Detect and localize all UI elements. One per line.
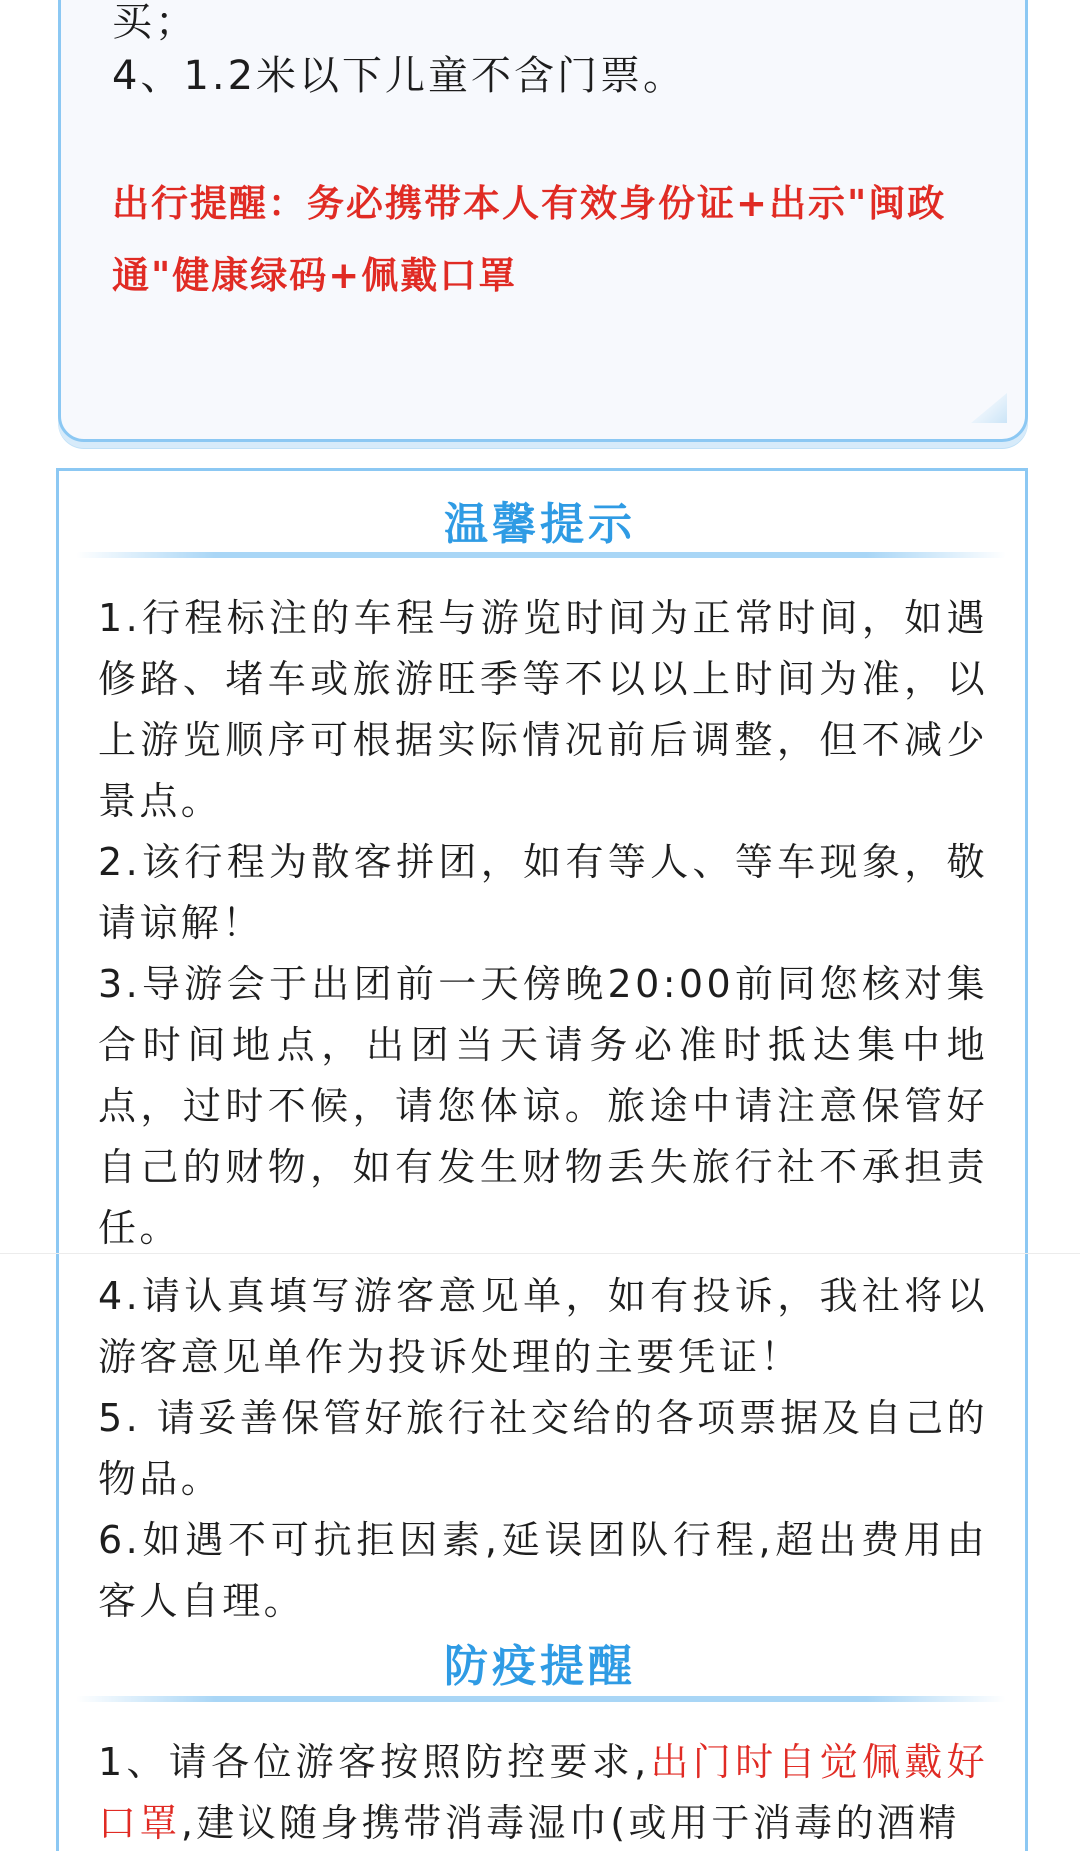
tip-item: 6.如遇不可抗拒因素,延误团队行程,超出费用由客人自理。 [98, 1518, 988, 1623]
page-curl-decoration [971, 393, 1007, 423]
tip-item: 1.行程标注的车程与游览时间为正常时间，如遇修路、堵车或旅游旺季等不以以上时间为准，以上游览顺序可根据实际情况前后调整，但不减少景点。 [98, 596, 988, 823]
divider [0, 1253, 1080, 1254]
travel-alert: 出行提醒：务必携带本人有效身份证+出示"闽政通"健康绿码+佩戴口罩 [112, 182, 947, 297]
epidemic-item-highlight: 出门时自觉佩戴好口罩 [98, 1740, 989, 1845]
notice-line-1: 买； [112, 0, 198, 45]
epidemic-item [98, 1732, 988, 1854]
epidemic-title: 防疫提醒 [444, 1641, 636, 1692]
tip-item: 5. 请妥善保管好旅行社交给的各项票据及自己的物品。 [98, 1396, 988, 1501]
tips-title-underline [76, 552, 1006, 558]
tip-item: 3.导游会于出团前一天傍晚20:00前同您核对集合时间地点，出团当天请务必准时抵达集中地点，过时不候，请您体谅。旅途中请注意保管好自己的财物，如有发生财物丢失旅行社不承担责任。 [98, 962, 988, 1250]
tips-title: 温馨提示 [444, 499, 636, 550]
notice-line-2: 4、1.2米以下儿童不含门票。 [112, 53, 687, 99]
epidemic-item-text-cont: ,建议随身携带消毒湿巾(或用于消毒的酒精 [180, 1801, 960, 1845]
tip-item: 4.请认真填写游客意见单，如有投诉，我社将以游客意见单作为投诉处理的主要凭证！ [98, 1274, 988, 1379]
tip-item: 2.该行程为散客拼团，如有等人、等车现象，敬请谅解！ [98, 840, 988, 945]
epidemic-item-text: 1、请各位游客按照防控要求, [98, 1740, 650, 1784]
epidemic-title-underline [76, 1696, 1006, 1702]
